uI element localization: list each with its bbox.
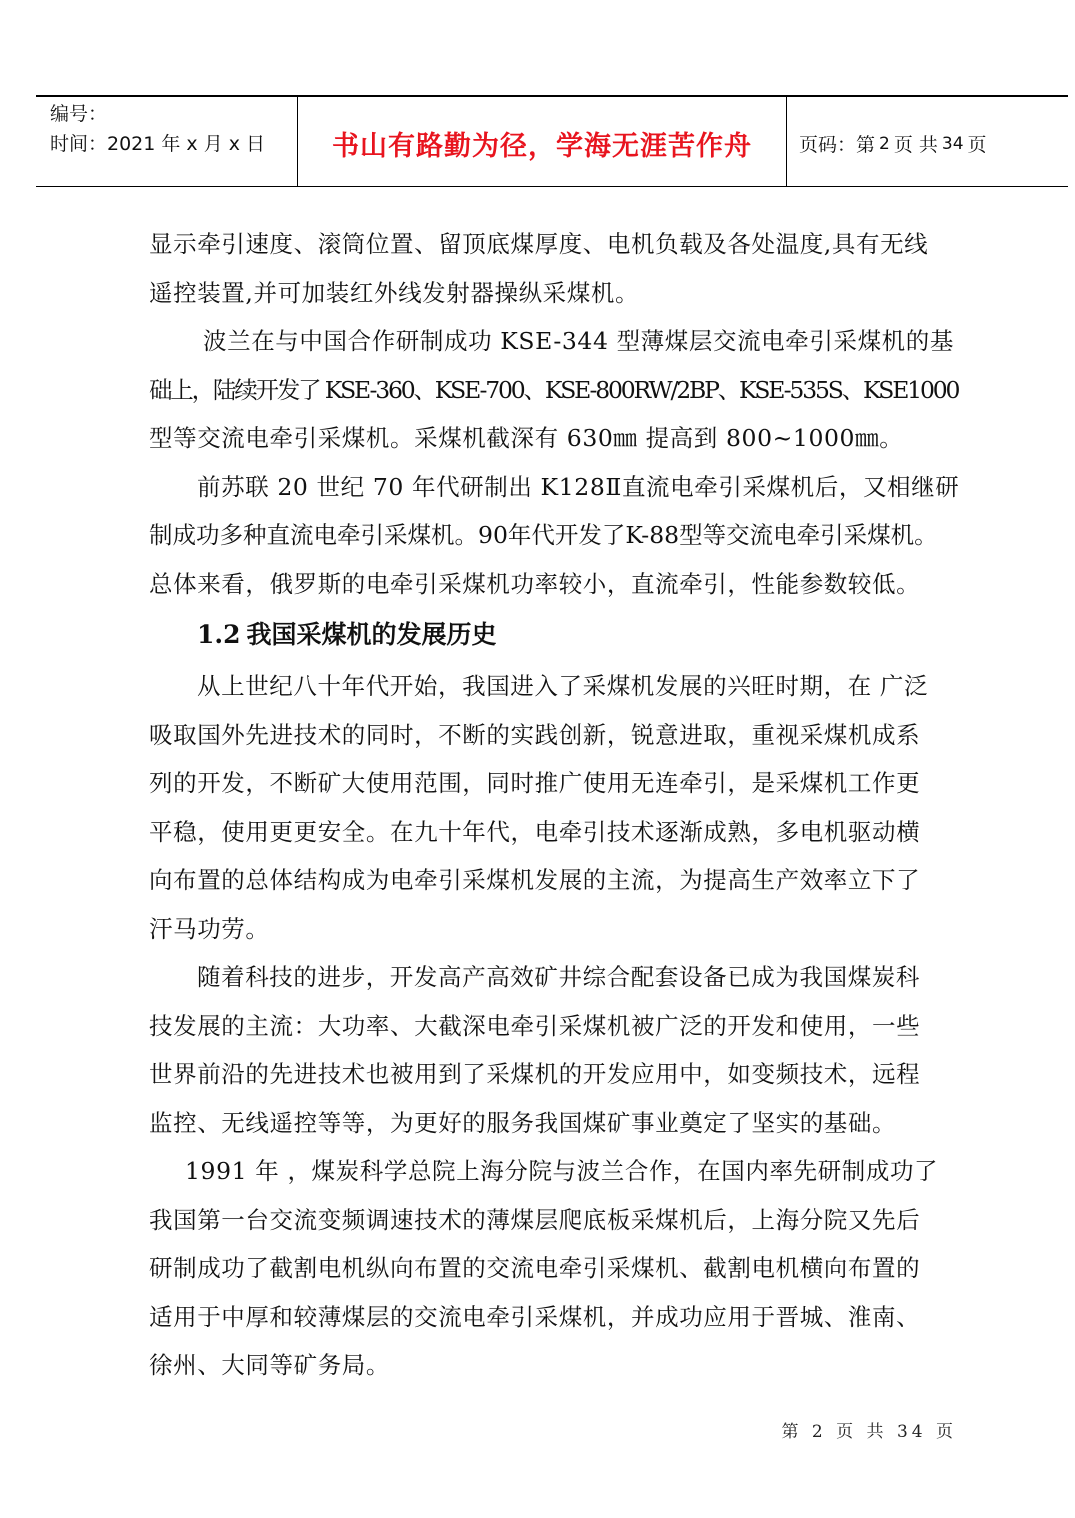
text-line: 徐州、大同等矿务局。 (149, 1351, 390, 1379)
page-footer: 第 2 页 共 34 页 (781, 1422, 957, 1442)
header-page-cell (787, 97, 1068, 186)
text-line: 础上，陆续开发了 KSE-360、KSE-700、KSE-800RW/2BP、KSE-535S、KSE1000 (149, 375, 959, 404)
page-header (36, 95, 1068, 187)
page-current: 2 (879, 133, 890, 154)
text-line: 制成功多种直流电牵引采煤机。90年代开发了K-88型等交流电牵引采煤机。 (149, 521, 938, 549)
paragraph (149, 220, 961, 317)
text-line: 适用于中厚和较薄煤层的交流电牵引采煤机，并成功应用于晋城、淮南、 (149, 1302, 921, 1331)
page-total: 34 (941, 133, 964, 154)
text-line: 随着科技的进步，开发高产高效矿井综合配套设备已成为我国煤炭科 (197, 963, 920, 991)
section-heading (149, 609, 961, 661)
text-line: 监控、无线遥控等等，为更好的服务我国煤矿事业奠定了坚实的基础。 (149, 1108, 897, 1137)
text-line: 1991 年 ，煤炭科学总院上海分院与波兰合作，在国内率先研制成功了 (185, 1157, 939, 1185)
header-motto-cell (298, 97, 787, 186)
serial-number-label: 编号： (50, 103, 108, 125)
text-line: 吸取国外先进技术的同时，不断的实践创新，锐意进取，重视采煤机成系 (149, 720, 921, 749)
page-suffix: 页 (967, 134, 987, 156)
header-motto: 书山有路勤为径，学海无涯苦作舟 (332, 131, 752, 162)
section-title: 我国采煤机的发展历史 (246, 620, 497, 649)
text-line: 从上世纪八十年代开始，我国进入了采煤机发展的兴旺时期，在 广泛 (197, 672, 929, 700)
paragraph (149, 1147, 961, 1390)
text-line: 波兰在与中国合作研制成功 KSE-344 型薄煤层交流电牵引采煤机的基 (203, 327, 954, 355)
paragraph (149, 662, 961, 953)
paragraph (149, 463, 961, 609)
page-mid: 页 共 (893, 134, 938, 156)
date-label: 时间：2021 年 x 月 x 日 (50, 133, 266, 155)
paragraph (149, 953, 961, 1147)
text-line: 显示牵引速度、滚筒位置、留顶底煤厚度、电机负载及各处温度,具有无线 (149, 230, 929, 258)
document-body (149, 220, 961, 1390)
text-line: 世界前沿的先进技术也被用到了采煤机的开发应用中，如变频技术，远程 (149, 1060, 921, 1088)
text-line: 我国第一台交流变频调速技术的薄煤层爬底板采煤机后，上海分院又先后 (149, 1205, 921, 1234)
text-line: 向布置的总体结构成为电牵引采煤机发展的主流，为提高生产效率立下了 (149, 866, 921, 894)
text-line: 总体来看，俄罗斯的电牵引采煤机功率较小，直流牵引，性能参数较低。 (149, 569, 921, 598)
text-line: 列的开发，不断矿大使用范围，同时推广使用无连牵引，是采煤机工作更 (149, 769, 921, 797)
text-line: 研制成功了截割电机纵向布置的交流电牵引采煤机、截割电机横向布置的 (149, 1254, 921, 1282)
header-meta-cell (36, 97, 298, 186)
text-line: 前苏联 20 世纪 70 年代研制出 K128Ⅱ直流电牵引采煤机后，又相继研 (197, 472, 960, 501)
section-number: 1.2 (197, 620, 241, 649)
text-line: 型等交流电牵引采煤机。采煤机截深有 630㎜ 提高到 800~1000㎜。 (149, 424, 904, 452)
page-prefix: 页码：第 (799, 134, 876, 156)
text-line: 遥控装置,并可加装红外线发射器操纵采煤机。 (149, 278, 640, 307)
paragraph (149, 317, 961, 463)
text-line: 汗马功劳。 (149, 914, 270, 943)
text-line: 技发展的主流：大功率、大截深电牵引采煤机被广泛的开发和使用，一些 (149, 1011, 921, 1040)
text-line: 平稳，使用更更安全。在九十年代，电牵引技术逐渐成熟，多电机驱动横 (149, 817, 921, 846)
